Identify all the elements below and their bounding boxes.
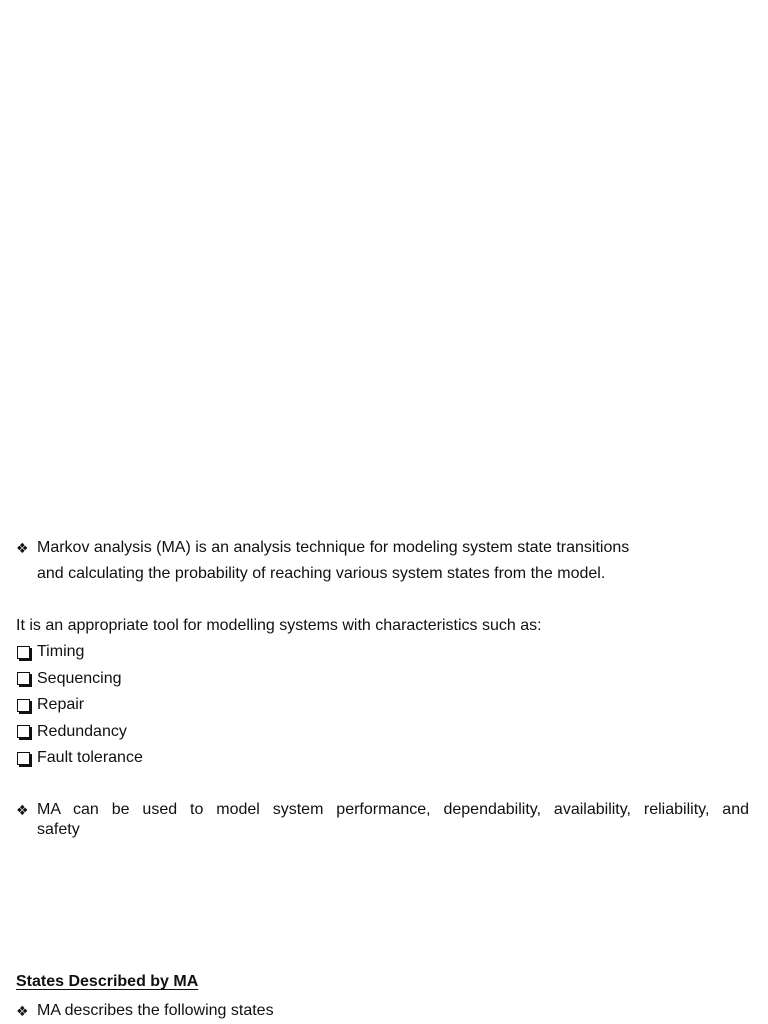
checkbox-square-icon: [17, 646, 30, 659]
list-item-label: Redundancy: [37, 722, 127, 740]
intro-line-1: Markov analysis (MA) is an analysis technique for modeling system state transitions: [37, 539, 630, 556]
list-item: [16, 745, 749, 772]
checkbox-square-icon: [17, 699, 30, 712]
checkbox-square-icon: [17, 725, 30, 738]
uses-line-2: safety: [37, 821, 80, 838]
list-item: [16, 639, 749, 666]
section-heading: States Described by MA: [16, 973, 199, 990]
intro-line-2: and calculating the probability of reaching various system states from the model.: [37, 565, 606, 582]
list-item: [16, 666, 749, 693]
checkbox-square-icon: [17, 752, 30, 765]
intro-paragraph: [16, 535, 749, 587]
list-item-label: Fault tolerance: [37, 749, 143, 767]
characteristics-lead: It is an appropriate tool for modelling systems with characteristics such as:: [16, 617, 542, 634]
diamond-bullet-icon: ❖: [16, 1003, 29, 1019]
uses-line-1: MA can be used to model system performance, dependability, availability, reliability, and: [37, 801, 749, 818]
diamond-bullet-icon: ❖: [16, 540, 29, 556]
list-item-label: Timing: [37, 643, 85, 661]
states-section: [16, 969, 749, 995]
checkbox-square-icon: [17, 672, 30, 685]
characteristics-list: [16, 639, 749, 772]
states-bullet-text: MA describes the following states: [37, 1002, 274, 1019]
list-item: [16, 719, 749, 746]
list-item-label: Sequencing: [37, 669, 122, 687]
states-bullet: [16, 998, 749, 1024]
uses-paragraph: [16, 800, 749, 840]
list-item-label: Repair: [37, 696, 85, 714]
list-item: [16, 692, 749, 719]
diamond-bullet-icon: ❖: [16, 802, 29, 818]
